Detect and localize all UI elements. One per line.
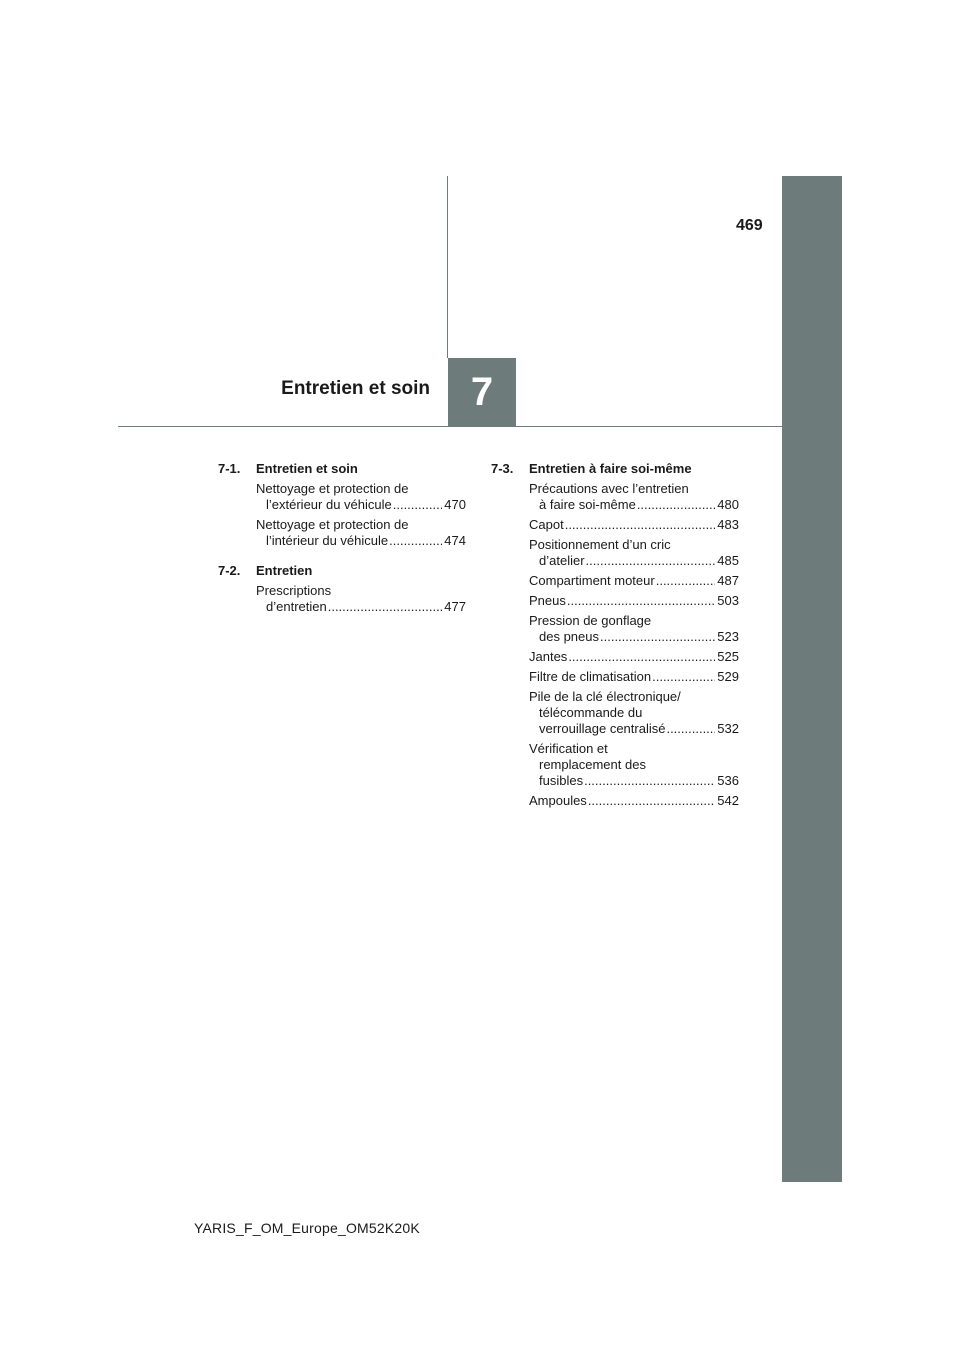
- dot-leader: [666, 721, 715, 737]
- toc-entry-leader-row: [256, 533, 466, 549]
- toc-entry-leader-row: [529, 553, 739, 569]
- toc-entry-page: 542: [717, 793, 739, 808]
- dot-leader: [389, 533, 442, 549]
- dot-leader: [656, 573, 716, 589]
- dot-leader: [328, 599, 443, 615]
- dot-leader: [600, 629, 715, 645]
- chapter-title: Entretien et soin: [281, 378, 430, 399]
- toc-column-right: [491, 461, 739, 813]
- toc-entry-page: 470: [444, 497, 466, 512]
- toc-section: [218, 461, 466, 549]
- toc-entry-text: fusibles: [539, 773, 584, 788]
- toc-section: [491, 461, 739, 809]
- toc-entry-text: d’atelier: [539, 553, 585, 568]
- toc-entry-page: 536: [717, 773, 739, 788]
- toc-entry-text: d’entretien: [266, 599, 327, 614]
- dot-leader: [584, 773, 715, 789]
- toc-entry[interactable]: [529, 613, 739, 645]
- dot-leader: [652, 669, 715, 685]
- chapter-side-tab: [782, 176, 842, 1182]
- toc-entry[interactable]: [529, 741, 739, 789]
- toc-entry-text: Prescriptions: [256, 583, 332, 598]
- toc-entry-text: Positionnement d’un cric: [529, 537, 671, 552]
- toc-entry-page: 529: [717, 669, 739, 684]
- dot-leader: [586, 553, 716, 569]
- toc-entry-leader-row: [529, 517, 739, 533]
- toc-entry-page: 523: [717, 629, 739, 644]
- dot-leader: [637, 497, 715, 513]
- toc-entry-text: Ampoules: [529, 793, 587, 808]
- toc-entry[interactable]: [529, 793, 739, 809]
- toc-entry-text: Capot: [529, 517, 564, 532]
- toc-entry-page: 474: [444, 533, 466, 548]
- toc-entry[interactable]: [256, 517, 466, 549]
- section-number: 7-1.: [218, 461, 241, 476]
- toc-entry-text: Compartiment moteur: [529, 573, 655, 588]
- toc-section: [218, 563, 466, 615]
- toc-entry-text: l’intérieur du véhicule: [266, 533, 389, 548]
- toc-entry-page: 483: [717, 517, 739, 532]
- dot-leader: [588, 793, 715, 809]
- toc-entry[interactable]: [529, 573, 739, 589]
- toc-entry[interactable]: [529, 481, 739, 513]
- toc-entry-leader-row: [529, 497, 739, 513]
- toc-entry-leader-row: [256, 599, 466, 615]
- toc-entry-text: Filtre de climatisation: [529, 669, 652, 684]
- toc-entry-leader-row: [529, 573, 739, 589]
- toc-entry-page: 485: [717, 553, 739, 568]
- toc-entry-text: Précautions avec l’entretien: [529, 481, 689, 496]
- toc-entry-page: 480: [717, 497, 739, 512]
- toc-entry-text: Jantes: [529, 649, 568, 664]
- toc-entry-leader-row: [529, 593, 739, 609]
- toc-entry[interactable]: [256, 583, 466, 615]
- toc-entry-text: verrouillage centralisé: [539, 721, 666, 736]
- toc-entry-page: 532: [717, 721, 739, 736]
- section-heading: [218, 563, 466, 579]
- toc-entry-text: Nettoyage et protection de: [256, 481, 409, 496]
- toc-entry[interactable]: [529, 689, 739, 737]
- toc-entry-text: l’extérieur du véhicule: [266, 497, 392, 512]
- toc-entry[interactable]: [529, 649, 739, 665]
- toc-entry-text: à faire soi-même: [539, 497, 636, 512]
- chapter-number-badge: [448, 358, 516, 426]
- toc-entry-text: remplacement des: [539, 757, 646, 772]
- section-heading: [218, 461, 466, 477]
- toc-entry-leader-row: [256, 497, 466, 513]
- toc-entry-leader-row: [529, 649, 739, 665]
- toc-entry-text: Pneus: [529, 593, 566, 608]
- toc-entry-leader-row: [529, 629, 739, 645]
- toc-entry-text: télécommande du: [539, 705, 643, 720]
- toc-entry-list: [256, 481, 466, 549]
- section-number: 7-3.: [491, 461, 514, 476]
- section-title: Entretien: [256, 563, 313, 578]
- toc-entry-text: des pneus: [539, 629, 599, 644]
- toc-entry-leader-row: [529, 793, 739, 809]
- header-horizontal-rule: [118, 426, 782, 427]
- toc-entry-text: Pression de gonflage: [529, 613, 652, 628]
- page-number: 469: [736, 217, 763, 234]
- toc-entry-text: Nettoyage et protection de: [256, 517, 409, 532]
- toc-entry-page: 477: [444, 599, 466, 614]
- toc-entry-page: 503: [717, 593, 739, 608]
- toc-entry-list: [529, 481, 739, 809]
- chapter-number: 7: [470, 369, 494, 414]
- dot-leader: [393, 497, 443, 513]
- section-number: 7-2.: [218, 563, 241, 578]
- toc-entry[interactable]: [529, 537, 739, 569]
- toc-entry[interactable]: [529, 593, 739, 609]
- dot-leader: [567, 593, 715, 609]
- toc-entry-text: Pile de la clé électronique/: [529, 689, 681, 704]
- section-title: Entretien à faire soi-même: [529, 461, 692, 476]
- toc-entry-page: 525: [717, 649, 739, 664]
- section-heading: [491, 461, 739, 477]
- toc-entry[interactable]: [529, 669, 739, 685]
- dot-leader: [565, 517, 716, 533]
- section-title: Entretien et soin: [256, 461, 358, 476]
- dot-leader: [568, 649, 715, 665]
- toc-entry[interactable]: [529, 517, 739, 533]
- document-code: YARIS_F_OM_Europe_OM52K20K: [194, 1220, 420, 1236]
- toc-entry-text: Vérification et: [529, 741, 608, 756]
- header-vertical-rule: [447, 176, 448, 358]
- toc-column-left: [218, 461, 466, 619]
- toc-entry-page: 487: [717, 573, 739, 588]
- toc-entry[interactable]: [256, 481, 466, 513]
- toc-entry-leader-row: [529, 721, 739, 737]
- toc-entry-leader-row: [529, 669, 739, 685]
- toc-entry-list: [256, 583, 466, 615]
- toc-entry-leader-row: [529, 773, 739, 789]
